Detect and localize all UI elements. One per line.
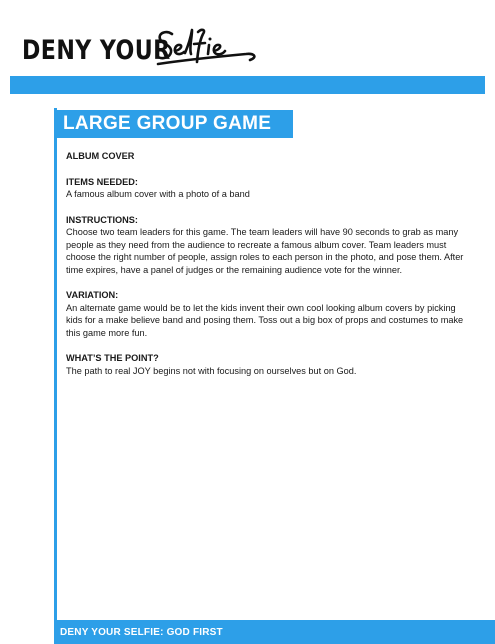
- section-album-cover: [66, 150, 466, 163]
- section-heading: VARIATION:: [66, 290, 119, 300]
- section-heading: ITEMS NEEDED:: [66, 176, 138, 187]
- footer-text: DENY YOUR SELFIE: GOD FIRST: [60, 626, 223, 638]
- section-body: A famous album cover with a photo of a band: [66, 189, 250, 199]
- top-accent-bar: [10, 76, 485, 94]
- section-variation: [66, 289, 466, 339]
- section-items-needed: [66, 176, 466, 201]
- section-body: Choose two team leaders for this game. The team leaders will have 90 seconds to grab as many people as they need from the audience to recreate a famous album cover. Team leaders must choose the right number of people, assign roles to each person in the photo, and pose them. After time expires, have a panel of judges or the remaining audience vote for the winner.: [66, 227, 464, 275]
- footer-bar: [56, 620, 495, 644]
- section-instructions: [66, 214, 466, 277]
- side-accent-rule: [54, 108, 57, 644]
- section-heading: WHAT’S THE POINT?: [66, 353, 159, 363]
- section-whats-the-point: [66, 352, 466, 377]
- section-heading: ALBUM COVER: [66, 151, 135, 161]
- logo-script-selfie: [154, 24, 264, 68]
- title-banner: [56, 110, 293, 138]
- logo: [22, 24, 203, 68]
- document-content: [66, 150, 466, 390]
- section-body: An alternate game would be to let the kids invent their own cool looking album covers by picking kids for a make believe band and posing them. Toss out a big box of props and costumes to make this game more fun.: [66, 302, 464, 338]
- logo-text: DENY YOUR: [22, 35, 171, 66]
- section-body: The path to real JOY begins not with focusing on ourselves but on God.: [66, 365, 357, 376]
- section-heading: INSTRUCTIONS:: [66, 214, 138, 225]
- page-title: LARGE GROUP GAME: [63, 113, 272, 134]
